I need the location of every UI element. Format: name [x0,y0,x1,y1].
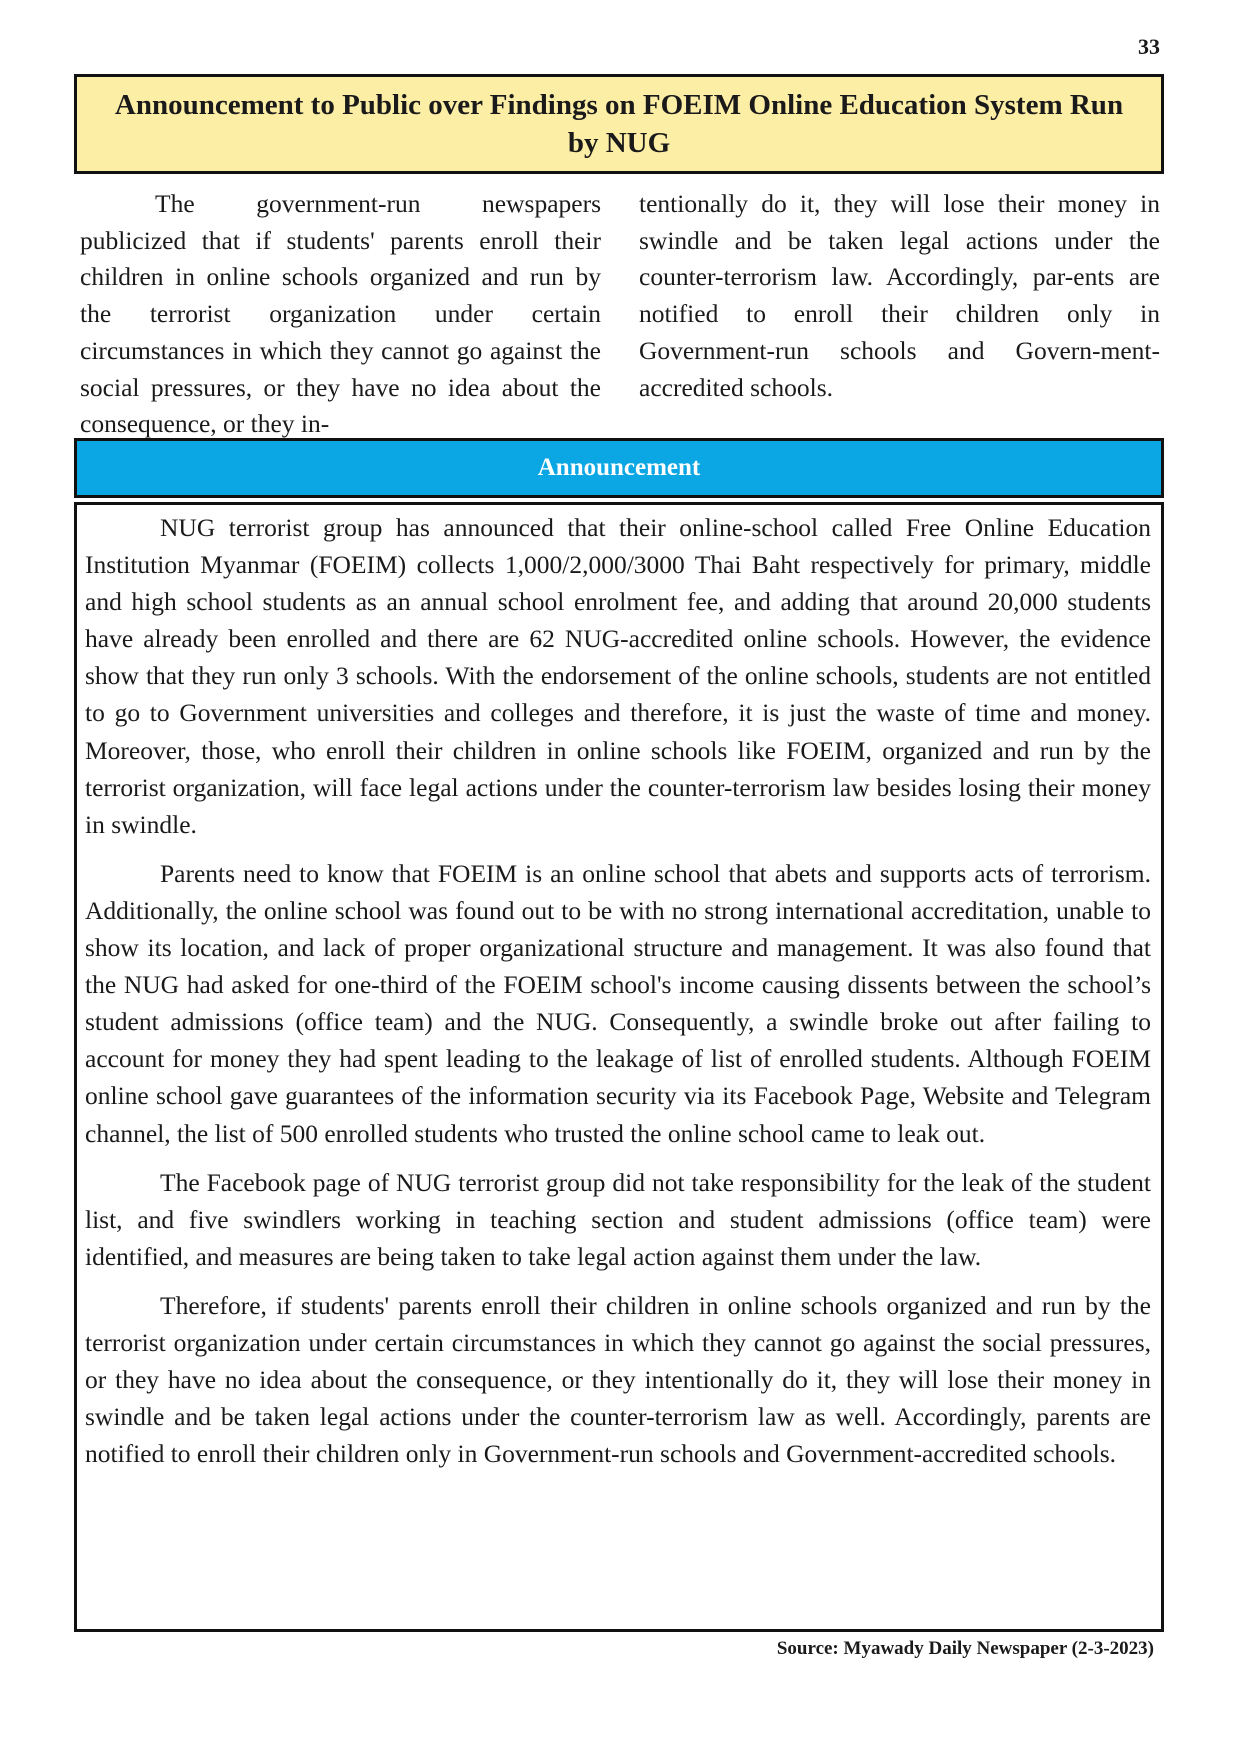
announcement-paragraph-1: NUG terrorist group has announced that their online-school called Free Online Education Institution Myanmar (FOEIM) collects 1,000/2,000/3000 Thai Baht respectively for primary, middle and high school students as an annual school enrolment fee, and adding that around 20,000 students have already been enrolled and there are 62 NUG-accredited online schools. However, the evidence show that they run only 3 schools. With the endorsement of the online schools, students are not entitled to go to Government universities and colleges and therefore, it is just the waste of time and money. Moreover, those, who enroll their children in online schools like FOEIM, organized and run by the terrorist organization, will face legal actions under the counter-terrorism law besides losing their money in swindle. [85,513,1151,839]
intro-columns [80,186,1160,438]
source-citation: Source: Myawady Daily Newspaper (2-3-2023) [776,1638,1154,1659]
announcement-banner [74,438,1164,498]
announcement-box [74,502,1164,1632]
title-box [74,74,1164,174]
intro-right-column: tentionally do it, they will lose their money in swindle and be taken legal actions under the counter-terrorism law. Accordingly, par-ents are notified to enroll their children only in Government-run schools and Govern-ment-accredited schools. [639,189,1160,402]
announcement-heading: Announcement [537,454,701,481]
announcement-paragraph-2: Parents need to know that FOEIM is an online school that abets and supports acts of terrorism. Additionally, the online school was found out to be with no strong international accreditation, unable to show its location, and lack of proper organizational structure and management. It was also found that the NUG had asked for one-third of the FOEIM school's income causing dissents between the school’s student admissions (office team) and the NUG. Consequently, a swindle broke out after failing to account for money they had spent leading to the leakage of list of enrolled students. Although FOEIM online school gave guarantees of the information security via its Facebook Page, Website and Telegram channel, the list of 500 enrolled students who trusted the online school came to leak out. [85,858,1151,1148]
announcement-paragraph-3: The Facebook page of NUG terrorist group did not take responsibility for the leak of the student list, and five swindlers working in teaching section and student admissions (office team) were identified, and measures are being taken to take legal action against them under the law. [85,1167,1151,1271]
intro-left-column: The government-run newspapers publicized that if students' parents enroll their children in online schools organized and run by the terrorist organization under certain circumstances in which they cannot go against the social pressures, or they have no idea about the consequence, or they in- [80,189,601,438]
announcement-body [85,509,1151,1484]
page-title: Announcement to Public over Findings on FOEIM Online Education System Run by NUG [114,89,1124,159]
page-number: 33 [1138,34,1160,59]
announcement-paragraph-4: Therefore, if students' parents enroll their children in online schools organized and run by the terrorist organization under certain circumstances in which they cannot go against the social pressures, or they have no idea about the consequence, or they intentionally do it, they will lose their money in swindle and be taken legal actions under the counter-terrorism law as well. Accordingly, parents are notified to enroll their children only in Government-run schools and Government-accredited schools. [85,1290,1151,1469]
